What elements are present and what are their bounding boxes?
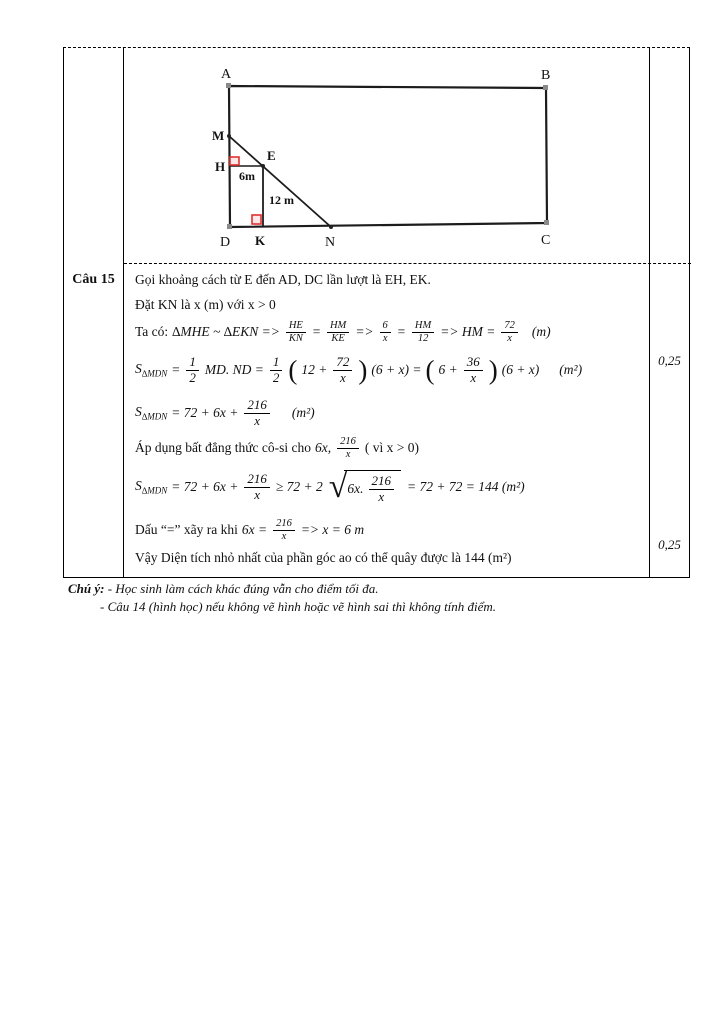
question-label: Câu 15	[72, 272, 115, 287]
solution-line-4: $S_{\Delta MDN}$ = $\frac{1}{2}$ MD. ND = $\frac{1}{2}$ ( 12 + $\frac{72}{x}$ ) (6 + x) = ( 6 + $\frac{36}{x}$ ) (6 + x) (m²)	[135, 354, 583, 385]
solution-text: ( vì x > 0)	[364, 440, 420, 456]
math-subscript: ∆MDN	[141, 485, 168, 496]
fraction-numerator: 216	[273, 518, 295, 531]
fraction	[501, 320, 518, 344]
label-A: A	[221, 67, 232, 82]
fraction	[369, 474, 395, 504]
note-text: - Học sinh làm cách khác đúng vẫn cho điểm tối đa.	[107, 581, 379, 596]
fraction-numerator: 216	[244, 472, 270, 487]
label-N: N	[325, 235, 336, 250]
math-subscript: ∆MDN	[141, 411, 168, 422]
fraction	[412, 320, 434, 344]
figure-cell	[124, 48, 651, 263]
point-E	[261, 164, 265, 168]
math-text: 6x.	[347, 481, 364, 497]
math-unit: (m²)	[291, 405, 315, 420]
fraction-numerator: 216	[244, 398, 270, 413]
fraction	[273, 518, 295, 542]
note	[68, 580, 496, 615]
fraction	[186, 355, 199, 385]
label-B: B	[541, 68, 551, 83]
math-unit: (m)	[531, 324, 551, 339]
fraction-numerator: HE	[286, 320, 306, 333]
S-term	[135, 478, 167, 496]
label-E: E	[267, 148, 276, 163]
label-K: K	[255, 233, 266, 248]
fraction-numerator: 216	[369, 474, 395, 489]
fraction-numerator: HM	[327, 320, 349, 333]
fraction-denominator: x	[378, 488, 385, 504]
fraction-numerator: 216	[337, 436, 359, 449]
solution-line-1	[135, 270, 645, 290]
fraction	[464, 355, 483, 385]
measure-EK: 12 m	[269, 193, 294, 207]
math-text: ∆MHE ~ ∆EKN =>	[172, 324, 280, 339]
corner-handle-D	[227, 224, 232, 229]
math-text: = 72 + 6x +	[171, 405, 239, 420]
fraction-denominator: 2	[272, 369, 280, 385]
label-D: D	[220, 235, 231, 250]
fraction	[244, 398, 270, 428]
math-operator: =	[396, 324, 406, 339]
geometry-figure	[124, 48, 651, 263]
S-term	[135, 361, 167, 379]
S-term	[135, 404, 167, 422]
note-label: Chú ý:	[68, 581, 105, 596]
solution-text: Vậy Diện tích nhỏ nhất của phần góc ao có thể quây được là 144 (m²)	[135, 550, 512, 566]
right-angle-mark-K	[252, 215, 261, 224]
fraction-denominator: x	[507, 332, 512, 344]
math-operator: =	[171, 362, 181, 377]
solution-text: Dấu “=” xãy ra khi	[135, 522, 238, 538]
fraction-denominator: x	[345, 448, 351, 460]
score-value-2: 0,25	[658, 537, 681, 552]
label-M: M	[212, 128, 225, 143]
fraction	[327, 320, 349, 344]
fraction-denominator: x	[281, 530, 287, 542]
fraction	[380, 320, 391, 344]
solution-line-2	[135, 295, 645, 315]
solution-line-5	[135, 395, 645, 431]
solution-line-6	[135, 436, 645, 460]
fraction-denominator: x	[470, 369, 477, 385]
solution-line-7	[135, 464, 645, 510]
right-angle-mark-H	[230, 157, 239, 165]
math-operator: =	[311, 324, 321, 339]
note-line-2: - Câu 14 (hình học) nếu không vẽ hình hoặc vẽ hình sai thì không tính điểm.	[100, 598, 497, 614]
math-text: 6x,	[315, 440, 332, 456]
corner-handle-C	[544, 220, 549, 225]
math-text: (6 + x) =	[371, 362, 422, 377]
math-text: 6x =	[241, 522, 268, 538]
solution-cell	[125, 264, 651, 578]
fraction	[244, 472, 270, 502]
solution-line-9	[135, 548, 645, 568]
math-variable: S	[135, 404, 142, 420]
fraction	[270, 355, 283, 385]
fraction	[333, 355, 352, 385]
solution-text: Đặt KN là x (m) với x > 0	[135, 297, 276, 312]
point-M	[227, 134, 231, 138]
solution-text: Gọi khoảng cách từ E đến AD, DC lần lượt là EH, EK.	[135, 272, 431, 287]
math-variable: S	[135, 478, 142, 494]
label-H: H	[215, 159, 226, 174]
fraction-numerator: 72	[333, 355, 352, 370]
math-text: ≥ 72 + 2	[275, 479, 323, 495]
corner-handle-B	[543, 85, 548, 90]
fraction-numerator: 1	[270, 355, 283, 370]
math-text: = 72 + 6x +	[171, 479, 239, 495]
math-text: (6 + x)	[501, 362, 540, 377]
score-column	[649, 48, 689, 577]
math-operator: =>	[355, 324, 374, 339]
solution-line-8	[135, 517, 645, 543]
square-root: √ 6x. $\frac{216}{x}$	[329, 470, 401, 504]
point-N	[329, 225, 333, 229]
solution-line-3	[135, 319, 645, 345]
question-cell	[64, 48, 124, 577]
note-line-1	[68, 580, 496, 598]
fraction-numerator: 36	[464, 355, 483, 370]
math-text: 12 +	[301, 362, 328, 377]
math-text: Ta có:	[135, 324, 169, 339]
solution-text: Áp dụng bất đẳng thức cô-si cho	[135, 440, 312, 456]
fraction-numerator: 6	[380, 320, 391, 333]
math-variable: S	[135, 361, 142, 377]
math-unit: (m²)	[559, 362, 583, 377]
measure-HE: 6m	[239, 169, 255, 183]
fraction-denominator: 2	[189, 369, 196, 385]
fraction-numerator: HM	[412, 320, 434, 333]
fraction-denominator: KE	[331, 332, 345, 344]
math-text: 6 +	[438, 362, 458, 377]
fraction-numerator: 72	[501, 320, 518, 333]
fraction-numerator: 1	[186, 355, 199, 370]
fraction-denominator: x	[382, 332, 388, 344]
fraction-denominator: x	[339, 369, 346, 385]
math-text: MD. ND =	[204, 362, 264, 377]
score-value-1: 0,25	[658, 353, 681, 368]
math-text: => x = 6 m	[300, 522, 365, 538]
corner-handle-A	[226, 83, 231, 88]
fraction-denominator: x	[254, 486, 260, 502]
fraction	[286, 320, 306, 344]
fraction-denominator: KN	[288, 332, 303, 344]
math-subscript: ∆MDN	[141, 368, 168, 379]
label-C: C	[541, 233, 551, 248]
fraction-denominator: 12	[417, 332, 429, 344]
math-text: => HM =	[440, 324, 496, 339]
answer-table	[63, 47, 690, 578]
math-text: = 72 + 72 = 144 (m²)	[407, 479, 525, 495]
fraction-denominator: x	[254, 412, 260, 428]
fraction	[337, 436, 359, 460]
radicand	[344, 470, 401, 504]
